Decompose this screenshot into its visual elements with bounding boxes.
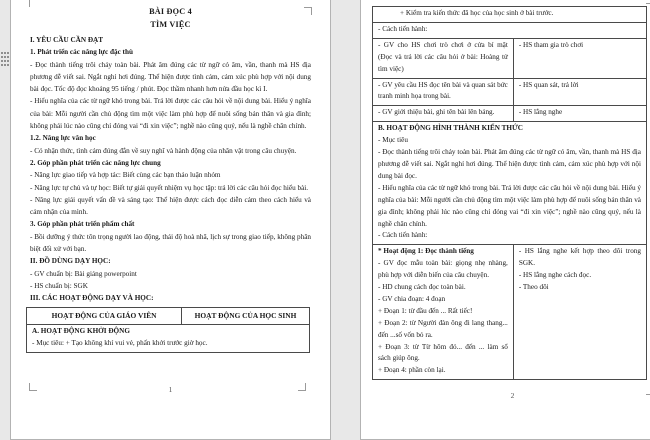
page-number-1: 1 <box>168 385 173 394</box>
doc-title-line1: BÀI ĐỌC 4 <box>149 7 192 16</box>
paragraph: - HD chung cách đọc toàn bài. <box>378 283 466 292</box>
paragraph: - Cách tiến hành: <box>378 231 428 240</box>
paragraph: - Đọc thành tiếng trôi chảy toàn bài. Phát âm đúng các từ ngữ có âm, vần, thanh mà HS địa phương dễ viết sai. Ngắt nghỉ hơi đúng. Thể hiện được tình cảm, cảm xúc phù hợp với nội dung bài đọc. Tốc độ đọc khoảng 95 tiếng / phút. Đọc thầm nhanh hơn nửa đầu học kì I. <box>30 60 311 94</box>
table-cell-hs <box>514 106 646 121</box>
table-row-merged <box>373 121 646 244</box>
paragraph: - Đọc thành tiếng trôi chảy toàn bài. Phát âm đúng các từ ngữ có âm, vần, thanh mà HS địa phương dễ viết sai. Ngắt nghỉ hơi đúng. Thể hiện được tình cảm, cảm xúc phù hợp với nội dung bài đọc. <box>378 148 641 180</box>
paragraph: + Đoạn 4: phần còn lại. <box>378 366 446 375</box>
paragraph: - Năng lực tự chủ và tự học: Biết tự giải quyết nhiệm vụ học tập: trả lời các câu hỏi đọc hiểu bài. <box>30 183 309 192</box>
paragraph: III. CÁC HOẠT ĐỘNG DẠY VÀ HỌC: <box>30 294 154 303</box>
document-page-2 <box>360 0 650 440</box>
paragraph: - Mục tiêu <box>378 136 408 145</box>
page1-text-area <box>11 0 330 353</box>
paragraph: - GV chia đoạn: 4 đoạn <box>378 294 446 303</box>
table-cell-hs <box>514 39 646 78</box>
paragraph: - HS tham gia trò chơi <box>518 40 584 49</box>
crop-mark <box>646 3 650 11</box>
table-cell-hs <box>514 79 646 106</box>
page-number-2: 2 <box>510 391 515 400</box>
paragraph: - GV đọc mẫu toàn bài: giọng nhẹ nhàng, phù hợp với diễn biến của câu chuyện. <box>378 259 508 280</box>
paragraph: - Cách tiến hành: <box>378 24 428 33</box>
table-cell-gv <box>373 39 514 78</box>
paragraph: 1.2. Năng lực văn học <box>30 134 96 143</box>
table-row-merged <box>27 324 309 352</box>
paragraph: - HS quan sát, trả lời <box>518 80 579 89</box>
paragraph: - HS lắng nghe <box>518 108 563 117</box>
table-cell <box>373 7 646 22</box>
table-cell-gv <box>373 106 514 121</box>
paragraph: - Theo dõi <box>518 283 549 292</box>
table-cell-hs <box>514 245 646 379</box>
column-header-gv: HOẠT ĐỘNG CỦA GIÁO VIÊN <box>27 308 182 325</box>
paragraph: I. YÊU CẦU CẦN ĐẠT <box>30 36 104 44</box>
paragraph: - Hiểu nghĩa của các từ ngữ khó trong bài. Trả lời được các câu hỏi về nội dung bài. Hiểu ý nghĩa của bài: Mỗi người cần chủ động tìm một việc làm phù hợp để nuôi sống bản thân và gia đình; không phải lúc nào cũng chỉ đóng vai “đi xin việc”; nghề nào cũng quý, nếu là nghề chân chính. <box>30 97 311 131</box>
table-cell <box>373 23 646 38</box>
paragraph: - GV yêu cầu HS đọc tên bài và quan sát bức tranh minh họa trong bài. <box>378 80 508 101</box>
crop-mark <box>29 0 37 7</box>
paragraph: - GV cho HS chơi trò chơi ở cửa bí mật (Đọc và trả lời các câu hỏi ở bài: Hoàng tử tìm việc) <box>378 40 508 73</box>
table-header-row <box>27 308 309 325</box>
paragraph: - Hiểu nghĩa của các từ ngữ khó trong bài. Trả lời được các câu hỏi về nội dung bài. Hiểu ý nghĩa của bài: Mỗi người cần chủ động tìm một việc làm phù hợp để nuôi sống bản thân và gia đình; không phải lúc nào cũng chỉ đóng vai “đi xin việc”; nghề nào cũng quý, nếu là nghề chân chính. <box>378 183 641 228</box>
paragraph: - GV giới thiệu bài, ghi tên bài lên bảng. <box>378 108 495 117</box>
doc-title-line2: TÌM VIỆC <box>150 20 191 29</box>
paragraph: B. HOẠT ĐỘNG HÌNH THÀNH KIẾN THỨC <box>378 124 523 133</box>
paragraph: A. HOẠT ĐỘNG KHỞI ĐỘNG <box>32 327 130 336</box>
paragraph: II. ĐỒ DÙNG DẠY HỌC: <box>30 257 111 266</box>
table-row <box>373 38 646 78</box>
activities-table-page1 <box>26 307 310 354</box>
paragraph: 3. Góp phần phát triển phẩm chất <box>30 220 135 229</box>
paragraph: 2. Góp phần phát triển các năng lực chung <box>30 158 161 167</box>
paragraph: + Đoạn 1: từ đầu đến ... Rất tiếc! <box>378 306 473 315</box>
table-cell <box>27 325 309 352</box>
paragraph: - Mục tiêu: + Tạo không khí vui vẻ, phấn khởi trước giờ học. <box>32 339 208 348</box>
table-row-merged <box>373 22 646 38</box>
table-row <box>373 105 646 121</box>
paragraph: * Hoạt động 1: Đọc thành tiếng <box>378 247 474 256</box>
table-cell-gv <box>373 79 514 106</box>
paragraph: - HS lắng nghe kết hợp theo dõi trong SGK. <box>518 247 641 268</box>
paragraph: + Kiểm tra kiến thức đã học của học sinh ở bài trước. <box>400 9 554 17</box>
paragraph: - GV chuẩn bị: Bài giảng powerpoint <box>30 269 137 278</box>
paragraph: + Đoạn 3: từ Từ hôm đó... đến ... làm sổ sách giúp ông. <box>378 342 508 363</box>
paragraph: - Có nhận thức, tình cảm đúng đắn về suy nghĩ và hành động của nhân vật trong câu chuyện. <box>30 146 297 155</box>
paragraph: - Bồi dưỡng ý thức tôn trọng người lao động, thái độ hoà nhã, lịch sự trong giao tiếp, không phân biệt đối xử với bạn. <box>30 232 311 254</box>
column-header-hs: HOẠT ĐỘNG CỦA HỌC SINH <box>194 310 297 320</box>
crop-mark <box>304 7 312 15</box>
table-row-merged <box>373 7 646 22</box>
paragraph: - HS lắng nghe cách đọc. <box>518 271 592 280</box>
table-drag-handle-icon[interactable] <box>1 52 3 54</box>
table-row <box>373 78 646 106</box>
table-cell <box>373 122 646 244</box>
table-cell-gv <box>373 245 514 379</box>
document-page-1 <box>10 0 331 440</box>
paragraph: - Năng lực giải quyết vấn đề và sáng tạo: Thể hiện được cách đọc diễn cảm theo cách hiểu và cảm nhận của mình. <box>30 195 311 217</box>
body-paragraphs <box>30 34 311 305</box>
table-row <box>373 244 646 379</box>
paragraph: 1. Phát triển các năng lực đặc thù <box>30 48 133 57</box>
paragraph: + Đoạn 2: từ Người đàn ông đi lang thang... đến ...số vốn bỏ ra. <box>378 318 508 339</box>
activities-table-page2 <box>372 6 647 380</box>
paragraph: - Năng lực giao tiếp và hợp tác: Biết cùng các bạn thảo luận nhóm <box>30 171 221 180</box>
paragraph: - HS chuẩn bị: SGK <box>30 281 88 290</box>
